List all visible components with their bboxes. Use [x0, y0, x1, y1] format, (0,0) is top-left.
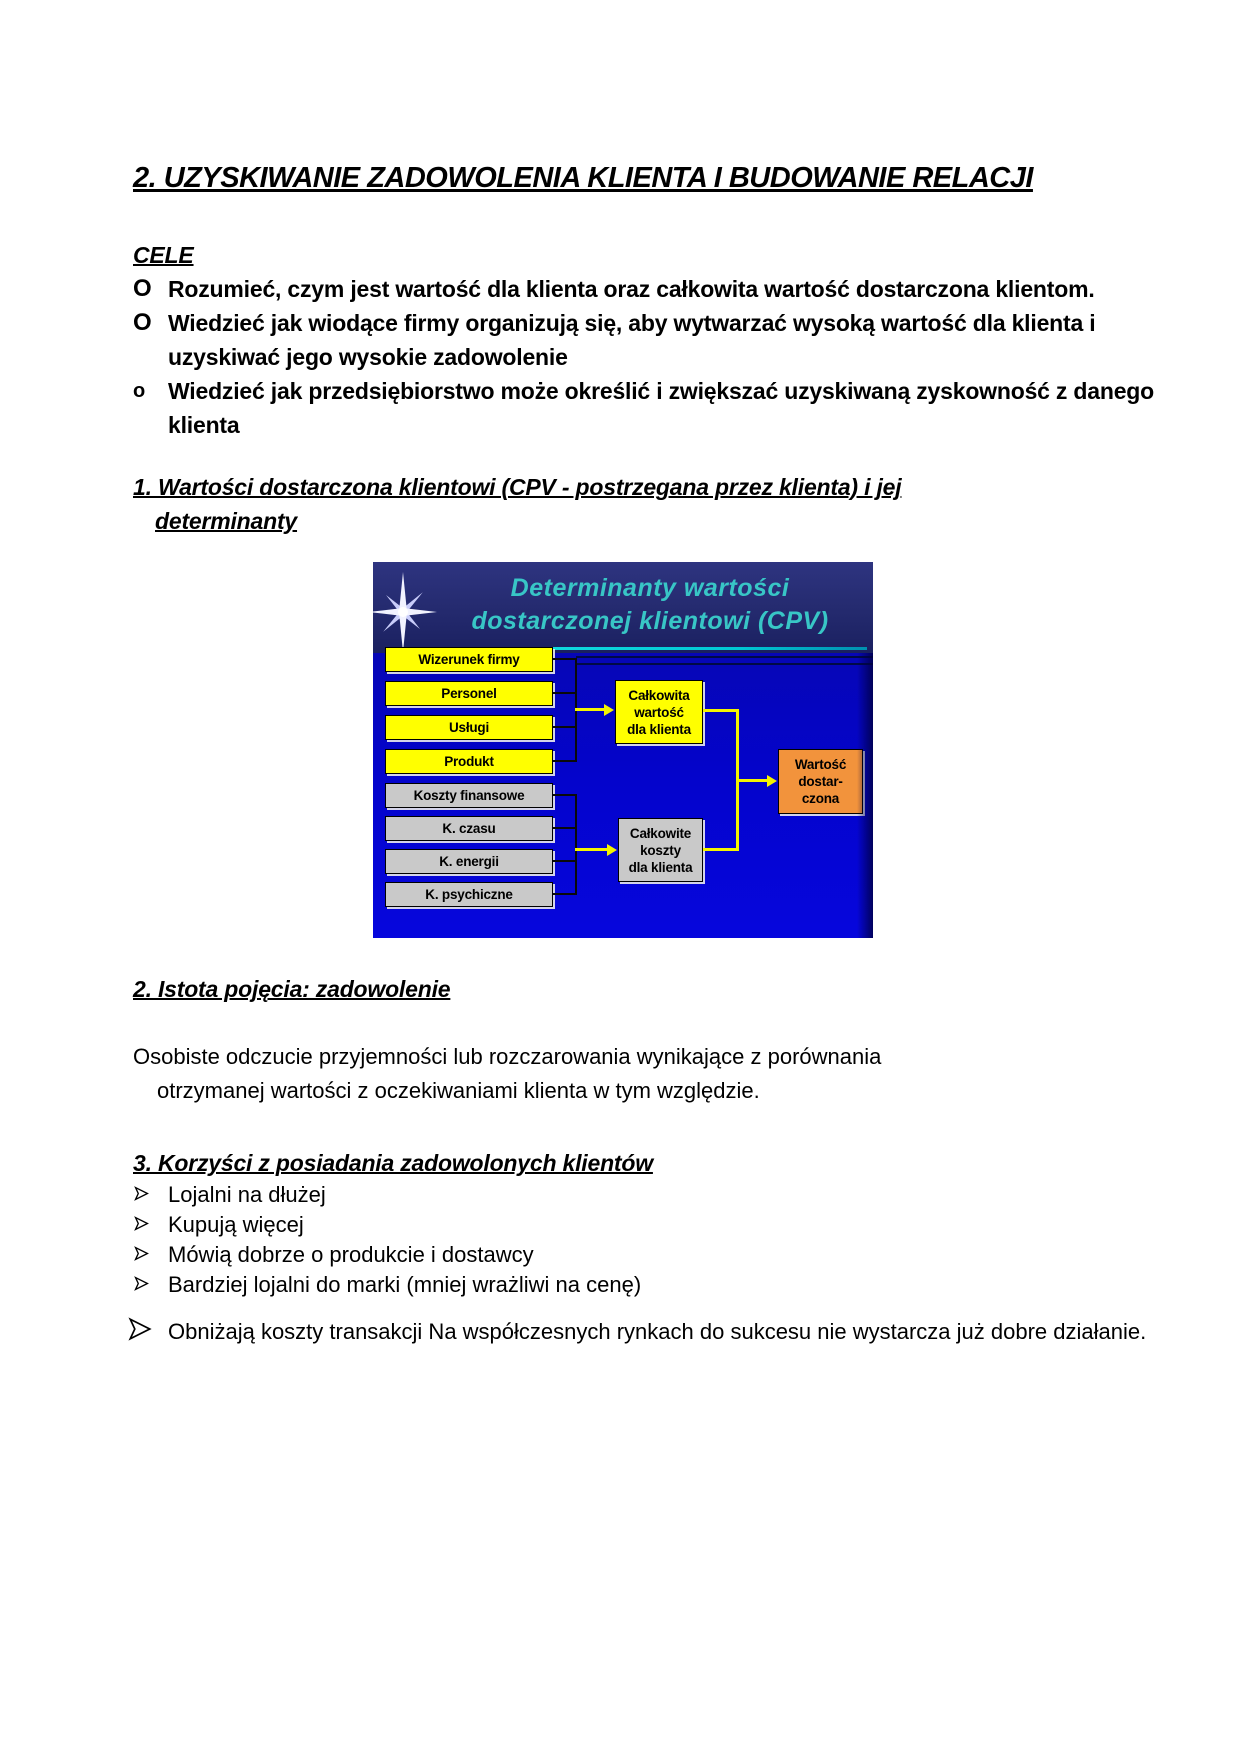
- arrow-bullet-icon: [133, 1215, 150, 1232]
- goals-heading: CELE: [133, 242, 194, 268]
- connector-line: [575, 848, 608, 851]
- bullet-marker: [133, 1210, 168, 1232]
- arrow-bullet-icon: [133, 1275, 150, 1292]
- section2-heading: 2. Istota pojęcia: zadowolenie: [133, 976, 451, 1002]
- section1-heading-line1: 1. Wartości dostarczona klientowi (CPV - postrzegana przez klienta) i jej: [133, 474, 902, 500]
- connector-line: [553, 893, 576, 895]
- bullet-marker: [133, 1315, 168, 1342]
- arrow-bullet-icon: [133, 1245, 150, 1262]
- value-determinant-box: Produkt: [385, 749, 553, 774]
- cost-determinant-box: K. psychiczne: [385, 882, 553, 907]
- decor-line: [576, 656, 873, 658]
- diagram-title-line2: dostarczonej klientowi (CPV): [471, 607, 829, 635]
- value-determinant-box: Personel: [385, 681, 553, 706]
- bullet-marker: O: [133, 275, 152, 302]
- edge-shading: [857, 653, 873, 938]
- benefits-list: [133, 1180, 1170, 1348]
- value-determinant-box: Wizerunek firmy: [385, 647, 553, 672]
- connector-line: [553, 827, 576, 829]
- bullet-marker: [133, 1180, 168, 1202]
- connector-line: [553, 860, 576, 862]
- cost-determinant-box: K. energii: [385, 849, 553, 874]
- connector-line: [703, 709, 739, 712]
- list-item-text: Bardziej lojalni do marki (mniej wrażliwi na cenę): [168, 1272, 642, 1297]
- list-item-text: Obniżają koszty transakcji Na współczesnych rynkach do sukcesu nie wystarcza już dobre działanie.: [168, 1319, 1147, 1344]
- connector-line: [703, 848, 739, 851]
- section1-heading-line2: determinanty: [155, 508, 298, 534]
- cpv-diagram: [373, 562, 873, 938]
- diagram-title: [435, 572, 865, 638]
- total-value-box: Całkowita wartość dla klienta: [615, 680, 703, 744]
- arrowhead-icon: [604, 704, 614, 716]
- list-item: [133, 1270, 1170, 1299]
- bullet-marker: o: [133, 380, 146, 402]
- bullet-marker: [133, 1270, 168, 1292]
- bullet-marker: [133, 1240, 168, 1262]
- total-cost-box: Całkowite koszty dla klienta: [618, 818, 703, 882]
- connector-line: [736, 779, 768, 782]
- definition-paragraph: [133, 1040, 1170, 1108]
- connector-line: [553, 794, 576, 796]
- arrowhead-icon: [767, 775, 777, 787]
- list-item: [133, 272, 1170, 306]
- list-item-text: Mówią dobrze o produkcie i dostawcy: [168, 1242, 534, 1267]
- connector-line: [575, 794, 577, 895]
- connector-line: [553, 726, 576, 728]
- list-item: [133, 306, 1170, 374]
- diagram-header: [373, 562, 873, 653]
- list-item: [133, 1240, 1170, 1269]
- delivered-value-box: Wartość dostar- czona: [778, 749, 863, 814]
- cost-determinant-box: Koszty finansowe: [385, 783, 553, 808]
- list-item-text: Rozumieć, czym jest wartość dla klienta oraz całkowita wartość dostarczona klientom.: [168, 276, 1095, 302]
- arrow-bullet-icon: [133, 1185, 150, 1202]
- arrowhead-icon: [607, 844, 617, 856]
- starburst-icon: [373, 572, 441, 652]
- page-title: 2. UZYSKIWANIE ZADOWOLENIA KLIENTA I BUDOWANIE RELACJI: [133, 162, 1033, 194]
- connector-line: [575, 708, 605, 711]
- paragraph-line2: otrzymanej wartości z oczekiwaniami klienta w tym względzie.: [157, 1078, 760, 1103]
- diagram-body: [373, 653, 873, 938]
- list-item: [133, 374, 1170, 442]
- list-item-text: Lojalni na dłużej: [168, 1182, 326, 1207]
- bullet-marker: O: [133, 309, 152, 336]
- diagram-title-line1: Determinanty wartości: [510, 574, 790, 602]
- list-item-text: Wiedzieć jak przedsiębiorstwo może określić i zwiększać uzyskiwaną zyskowność z danego klienta: [168, 378, 1155, 438]
- list-item: [133, 1315, 1170, 1348]
- decor-line: [576, 663, 873, 665]
- value-determinant-box: Usługi: [385, 715, 553, 740]
- list-item-text: Kupują więcej: [168, 1212, 304, 1237]
- connector-line: [553, 760, 576, 762]
- list-item-text: Wiedzieć jak wiodące firmy organizują się, aby wytwarzać wysoką wartość dla klienta i uzyskiwać jego wysokie zadowolenie: [168, 310, 1096, 370]
- goals-list: [133, 272, 1170, 442]
- list-item: [133, 1180, 1170, 1209]
- section3-heading: 3. Korzyści z posiadania zadowolonych klientów: [133, 1150, 653, 1176]
- arrow-bullet-icon: [127, 1316, 153, 1342]
- cost-determinant-box: K. czasu: [385, 816, 553, 841]
- paragraph-line1: Osobiste odczucie przyjemności lub rozczarowania wynikające z porównania: [133, 1044, 882, 1069]
- section1-heading: [133, 470, 1170, 538]
- connector-line: [553, 692, 576, 694]
- list-item: [133, 1210, 1170, 1239]
- connector-line: [553, 658, 576, 660]
